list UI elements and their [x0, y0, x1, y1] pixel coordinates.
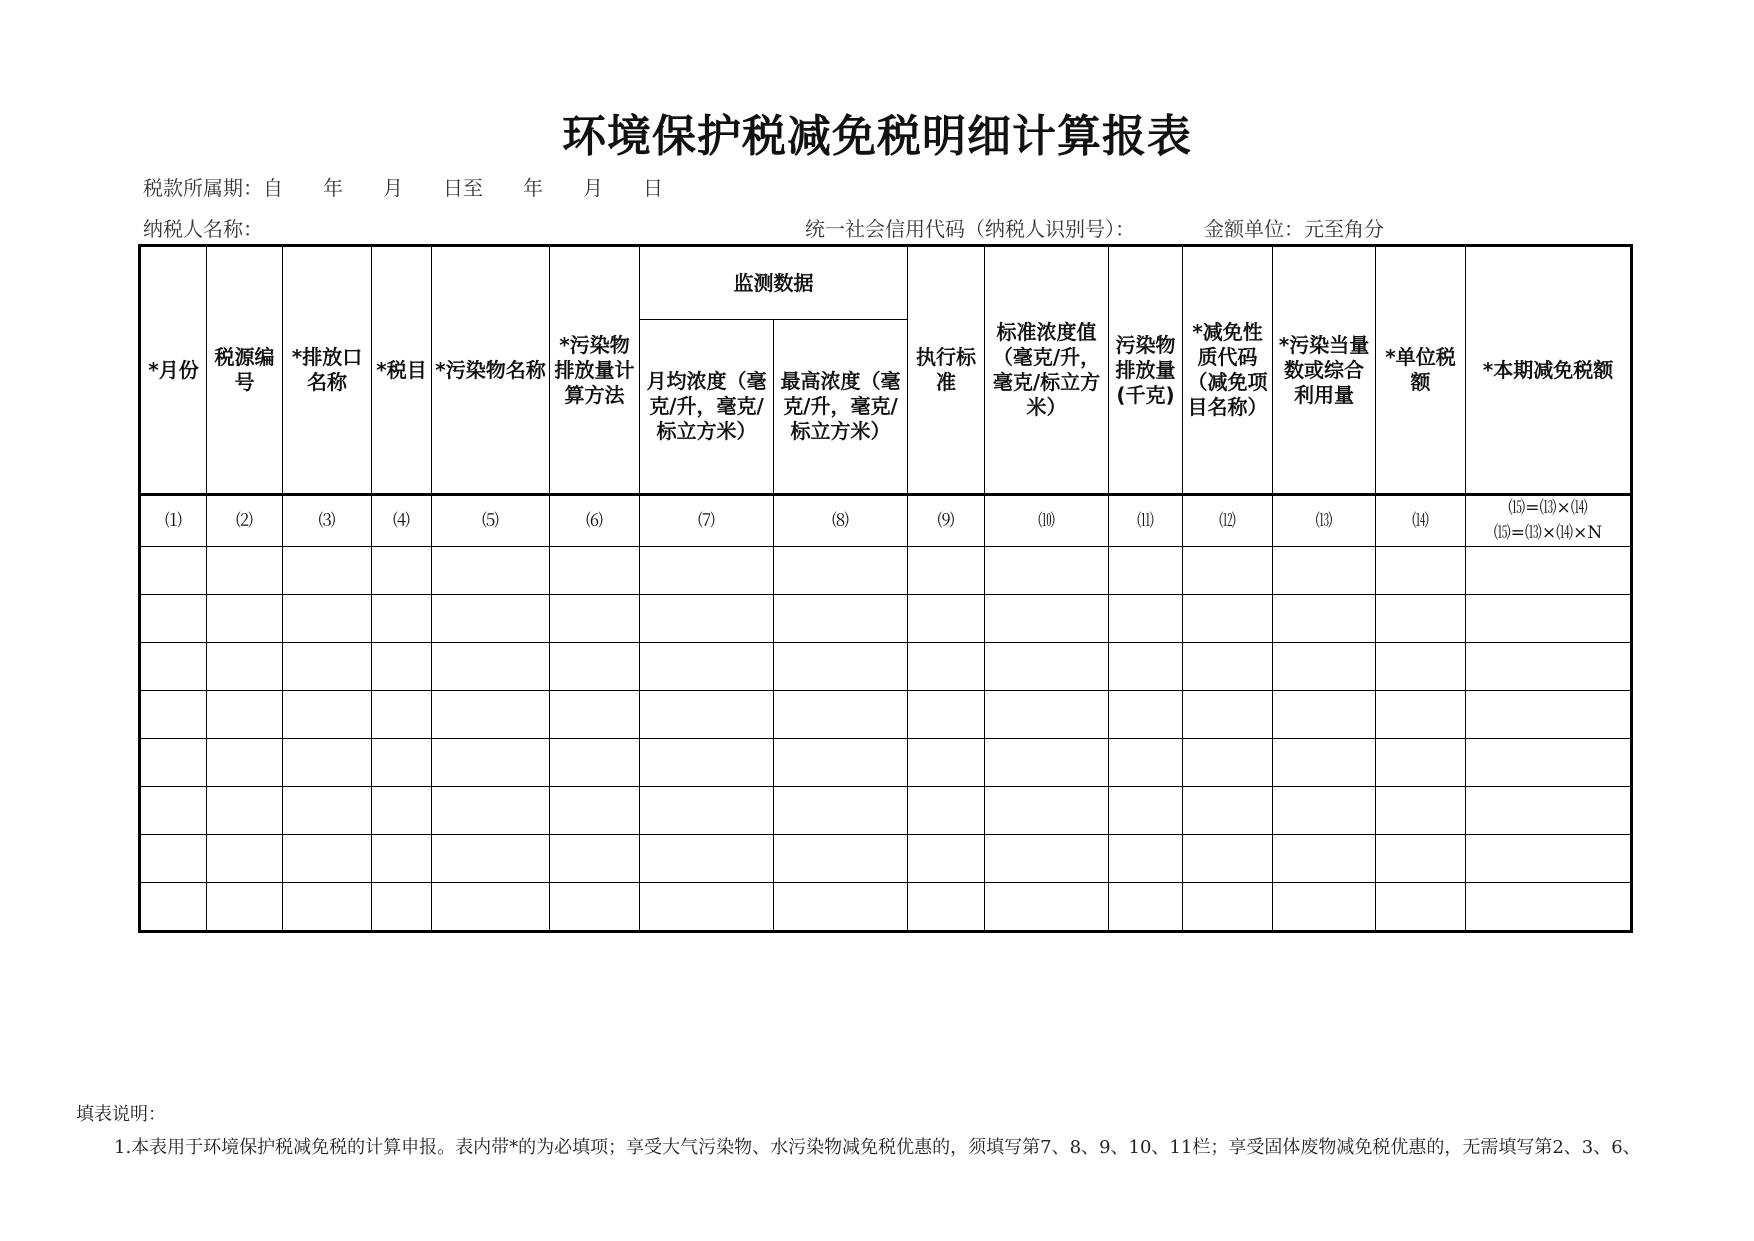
- header-relief-amount: *本期减免税额: [1466, 246, 1632, 495]
- table-cell[interactable]: [774, 691, 908, 739]
- header-max-conc: 最高浓度（毫克/升，毫克/标立方米）: [774, 320, 908, 495]
- table-cell[interactable]: [1466, 691, 1632, 739]
- header-pollutant-name: *污染物名称: [432, 246, 550, 495]
- table-cell[interactable]: [908, 595, 985, 643]
- table-cell[interactable]: [207, 883, 283, 932]
- notes-title: 填表说明：: [76, 1104, 166, 1125]
- form-title: 环境保护税减免税明细计算报表: [562, 111, 1192, 162]
- credit-code-label: 统一社会信用代码（纳税人识别号）：: [805, 217, 1135, 241]
- table-cell[interactable]: [1183, 787, 1273, 835]
- table-cell[interactable]: [985, 691, 1109, 739]
- table-cell[interactable]: [1183, 643, 1273, 691]
- table-cell[interactable]: [1273, 787, 1376, 835]
- table-cell[interactable]: [1273, 595, 1376, 643]
- header-tax-item: *税目: [372, 246, 432, 495]
- col-index: ⑸: [432, 495, 550, 547]
- table-cell[interactable]: [550, 787, 640, 835]
- table-cell[interactable]: [1466, 835, 1632, 883]
- table-cell[interactable]: [550, 739, 640, 787]
- table-cell[interactable]: [1466, 739, 1632, 787]
- table-cell[interactable]: [432, 787, 550, 835]
- table-cell[interactable]: [774, 547, 908, 595]
- table-cell[interactable]: [1466, 547, 1632, 595]
- col-index-formula: [1466, 495, 1632, 547]
- header-source-no: 税源编号: [207, 246, 283, 495]
- table-cell[interactable]: [774, 883, 908, 932]
- header-outlet-name: *排放口名称: [283, 246, 372, 495]
- table-cell[interactable]: [1273, 643, 1376, 691]
- table-cell[interactable]: [550, 595, 640, 643]
- table-cell[interactable]: [1466, 883, 1632, 932]
- table-cell[interactable]: [1109, 547, 1183, 595]
- table-cell[interactable]: [1183, 883, 1273, 932]
- table-cell[interactable]: [207, 643, 283, 691]
- table-cell[interactable]: [1273, 883, 1376, 932]
- table-cell[interactable]: [1109, 643, 1183, 691]
- col-index: ⑷: [372, 495, 432, 547]
- table-cell[interactable]: [283, 547, 372, 595]
- table-cell[interactable]: [1183, 595, 1273, 643]
- table-cell[interactable]: [985, 739, 1109, 787]
- table-cell[interactable]: [1376, 883, 1466, 932]
- table-cell[interactable]: [283, 595, 372, 643]
- table-cell[interactable]: [1183, 835, 1273, 883]
- col-index: ⑻: [774, 495, 908, 547]
- table-cell[interactable]: [432, 883, 550, 932]
- table-cell[interactable]: [283, 691, 372, 739]
- table-cell[interactable]: [432, 595, 550, 643]
- header-relief-code: *减免性质代码（减免项目名称）: [1183, 246, 1273, 495]
- table-cell[interactable]: [774, 787, 908, 835]
- table-cell[interactable]: [1109, 883, 1183, 932]
- header-standard: 执行标准: [908, 246, 985, 495]
- formula-line-1: ⒂=⒀×⒁: [1508, 498, 1588, 518]
- table-cell[interactable]: [1376, 835, 1466, 883]
- table-cell[interactable]: [283, 835, 372, 883]
- table-cell[interactable]: [550, 835, 640, 883]
- table-cell[interactable]: [140, 835, 207, 883]
- table-cell[interactable]: [432, 643, 550, 691]
- table-row: [140, 835, 1632, 883]
- table-cell[interactable]: [140, 691, 207, 739]
- table-cell[interactable]: [207, 787, 283, 835]
- table-row: [140, 691, 1632, 739]
- table-row: [140, 595, 1632, 643]
- formula-line-2: ⒂=⒀×⒁×N: [1493, 523, 1603, 543]
- table-cell[interactable]: [640, 547, 774, 595]
- table-cell[interactable]: [372, 739, 432, 787]
- table-cell[interactable]: [774, 643, 908, 691]
- col-index: ⒀: [1273, 495, 1376, 547]
- table-cell[interactable]: [432, 691, 550, 739]
- table-cell[interactable]: [1376, 643, 1466, 691]
- note-line-1: 1.本表用于环境保护税减免税的计算申报。表内带*的为必填项；享受大气污染物、水污染物减免税优惠的，须填写第7、8、9、10、11栏；享受固体废物减免税优惠的，无需填写第2、3、6、: [114, 1137, 1641, 1158]
- table-cell[interactable]: [372, 835, 432, 883]
- table-cell[interactable]: [372, 691, 432, 739]
- table-cell[interactable]: [640, 835, 774, 883]
- table-cell[interactable]: [985, 883, 1109, 932]
- table-cell[interactable]: [207, 595, 283, 643]
- table-cell[interactable]: [640, 883, 774, 932]
- table-cell[interactable]: [985, 643, 1109, 691]
- table-cell[interactable]: [207, 547, 283, 595]
- table-cell[interactable]: [640, 595, 774, 643]
- col-index: ⑿: [1183, 495, 1273, 547]
- table-cell[interactable]: [372, 595, 432, 643]
- table-cell[interactable]: [1183, 547, 1273, 595]
- table-row: [140, 643, 1632, 691]
- header-equiv-qty: *污染当量数或综合利用量: [1273, 246, 1376, 495]
- col-index: ⑼: [908, 495, 985, 547]
- table-cell[interactable]: [908, 739, 985, 787]
- table-cell[interactable]: [1466, 595, 1632, 643]
- col-index: ⑽: [985, 495, 1109, 547]
- table-cell[interactable]: [774, 595, 908, 643]
- table-cell[interactable]: [432, 739, 550, 787]
- table-cell[interactable]: [1376, 595, 1466, 643]
- table-cell[interactable]: [985, 835, 1109, 883]
- table-cell[interactable]: [372, 547, 432, 595]
- table-cell[interactable]: [283, 643, 372, 691]
- table-cell[interactable]: [985, 595, 1109, 643]
- table-cell[interactable]: [1466, 643, 1632, 691]
- table-cell[interactable]: [774, 835, 908, 883]
- table-cell[interactable]: [908, 883, 985, 932]
- table-cell[interactable]: [372, 643, 432, 691]
- table-cell[interactable]: [207, 835, 283, 883]
- table-row: [140, 547, 1632, 595]
- header-std-conc: 标准浓度值（毫克/升，毫克/标立方米）: [985, 246, 1109, 495]
- table-cell[interactable]: [1466, 787, 1632, 835]
- table-cell[interactable]: [640, 643, 774, 691]
- table-cell[interactable]: [140, 787, 207, 835]
- table-cell[interactable]: [207, 691, 283, 739]
- table-cell[interactable]: [774, 739, 908, 787]
- table-cell[interactable]: [1109, 739, 1183, 787]
- table-cell[interactable]: [550, 643, 640, 691]
- relief-calc-table: [138, 244, 1633, 933]
- table-row: [140, 883, 1632, 932]
- taxpayer-name-label: 纳税人名称：: [143, 217, 263, 241]
- amount-unit-label: 金额单位：元至角分: [1204, 217, 1384, 241]
- tax-period: 税款所属期：自 年 月 日至 年 月 日: [143, 176, 663, 200]
- table-cell[interactable]: [908, 691, 985, 739]
- table-cell[interactable]: [640, 691, 774, 739]
- table-cell[interactable]: [1109, 787, 1183, 835]
- header-emission: 污染物排放量(千克): [1109, 246, 1183, 495]
- col-index: ⑾: [1109, 495, 1183, 547]
- table-cell[interactable]: [1109, 835, 1183, 883]
- table-cell[interactable]: [550, 547, 640, 595]
- table-cell[interactable]: [640, 739, 774, 787]
- table-row: [140, 739, 1632, 787]
- table-cell[interactable]: [908, 835, 985, 883]
- table-cell[interactable]: [908, 787, 985, 835]
- col-index: ⒁: [1376, 495, 1466, 547]
- table-cell[interactable]: [432, 547, 550, 595]
- table-cell[interactable]: [207, 739, 283, 787]
- col-index: ⑺: [640, 495, 774, 547]
- table-cell[interactable]: [1273, 547, 1376, 595]
- table-row: [140, 787, 1632, 835]
- table-cell[interactable]: [140, 547, 207, 595]
- table-cell[interactable]: [1376, 547, 1466, 595]
- header-monitor-group: 监测数据: [640, 246, 908, 320]
- table-cell[interactable]: [283, 787, 372, 835]
- table-cell[interactable]: [283, 883, 372, 932]
- header-calc-method: *污染物排放量计算方法: [550, 246, 640, 495]
- col-index: ⑵: [207, 495, 283, 547]
- col-index: ⑹: [550, 495, 640, 547]
- table-cell[interactable]: [1109, 595, 1183, 643]
- table-cell[interactable]: [372, 787, 432, 835]
- table-cell[interactable]: [1376, 787, 1466, 835]
- table-cell[interactable]: [1376, 739, 1466, 787]
- col-index: ⑶: [283, 495, 372, 547]
- table-cell[interactable]: [140, 739, 207, 787]
- table-cell[interactable]: [1183, 691, 1273, 739]
- header-month: *月份: [140, 246, 207, 495]
- table-cell[interactable]: [985, 547, 1109, 595]
- table-cell[interactable]: [372, 883, 432, 932]
- table-cell[interactable]: [1273, 835, 1376, 883]
- table-cell[interactable]: [1273, 739, 1376, 787]
- col-index: ⑴: [140, 495, 207, 547]
- table-cell[interactable]: [140, 595, 207, 643]
- table-cell[interactable]: [140, 883, 207, 932]
- table-cell[interactable]: [1273, 691, 1376, 739]
- table-cell[interactable]: [985, 787, 1109, 835]
- table-cell[interactable]: [640, 787, 774, 835]
- table-cell[interactable]: [550, 691, 640, 739]
- table-cell[interactable]: [908, 547, 985, 595]
- table-cell[interactable]: [1376, 691, 1466, 739]
- table-cell[interactable]: [283, 739, 372, 787]
- header-avg-conc: 月均浓度（毫克/升，毫克/标立方米）: [640, 320, 774, 495]
- table-cell[interactable]: [432, 835, 550, 883]
- table-cell[interactable]: [1109, 691, 1183, 739]
- table-cell[interactable]: [140, 643, 207, 691]
- table-cell[interactable]: [908, 643, 985, 691]
- header-unit-tax: *单位税额: [1376, 246, 1466, 495]
- table-cell[interactable]: [1183, 739, 1273, 787]
- table-cell[interactable]: [550, 883, 640, 932]
- column-index-row: [140, 495, 1632, 547]
